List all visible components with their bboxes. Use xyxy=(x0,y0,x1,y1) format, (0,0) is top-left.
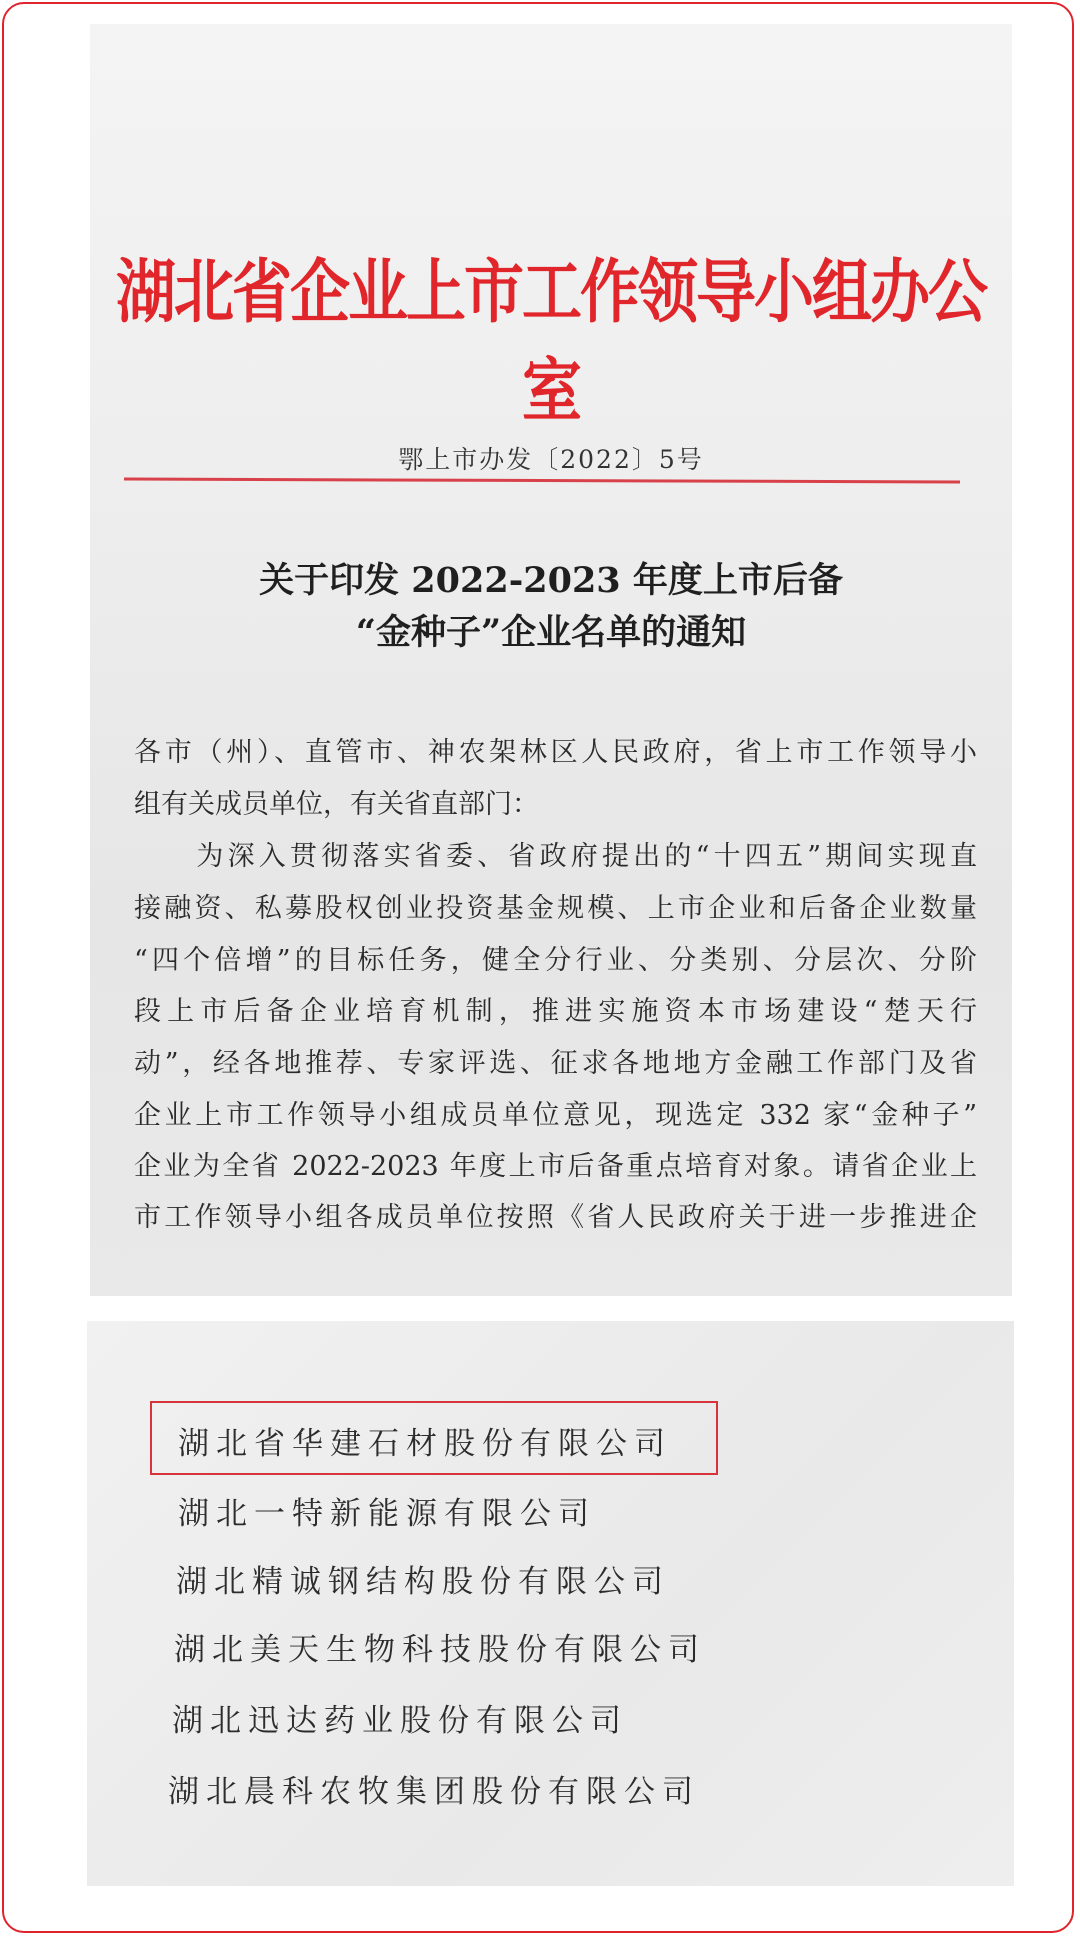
company-item: 湖北晨科农牧集团股份有限公司 xyxy=(168,1774,700,1810)
body-line: 为深入贯彻落实省委、省政府提出的“十四五”期间实现直 xyxy=(134,841,977,872)
body-line: “四个倍增”的目标任务，健全分行业、分类别、分层次、分阶 xyxy=(134,945,977,976)
body-line: 企业为全省 2022-2023 年度上市后备重点培育对象。请省企业上 xyxy=(134,1151,977,1182)
issuing-organization-header: 湖北省企业上市工作领导小组办公室 xyxy=(116,252,986,432)
company-item-highlighted: 湖北省华建石材股份有限公司 xyxy=(178,1426,672,1462)
body-line: 动”，经各地推荐、专家评选、征求各地地方金融工作部门及省 xyxy=(134,1048,977,1079)
body-line: 段上市后备企业培育机制，推进实施资本市场建设“楚天行 xyxy=(134,996,977,1027)
notice-title-line1: 关于印发 2022-2023 年度上市后备 xyxy=(259,560,843,601)
notice-title-line2: “金种子”企业名单的通知 xyxy=(355,612,747,653)
company-item: 湖北一特新能源有限公司 xyxy=(178,1496,596,1532)
body-line: 各市（州）、直管市、神农架林区人民政府，省上市工作领导小 xyxy=(134,737,977,768)
body-line: 企业上市工作领导小组成员单位意见，现选定 332 家“金种子” xyxy=(134,1100,977,1131)
company-item: 湖北迅达药业股份有限公司 xyxy=(172,1703,628,1739)
company-item: 湖北精诚钢结构股份有限公司 xyxy=(176,1564,670,1600)
body-line: 组有关成员单位，有关省直部门： xyxy=(134,789,539,820)
company-item: 湖北美天生物科技股份有限公司 xyxy=(174,1632,706,1668)
body-line: 市工作领导小组各成员单位按照《省人民政府关于进一步推进企 xyxy=(134,1202,977,1233)
body-line: 接融资、私募股权创业投资基金规模、上市企业和后备企业数量 xyxy=(134,893,977,924)
document-number: 鄂上市办发〔2022〕5号 xyxy=(398,445,704,474)
